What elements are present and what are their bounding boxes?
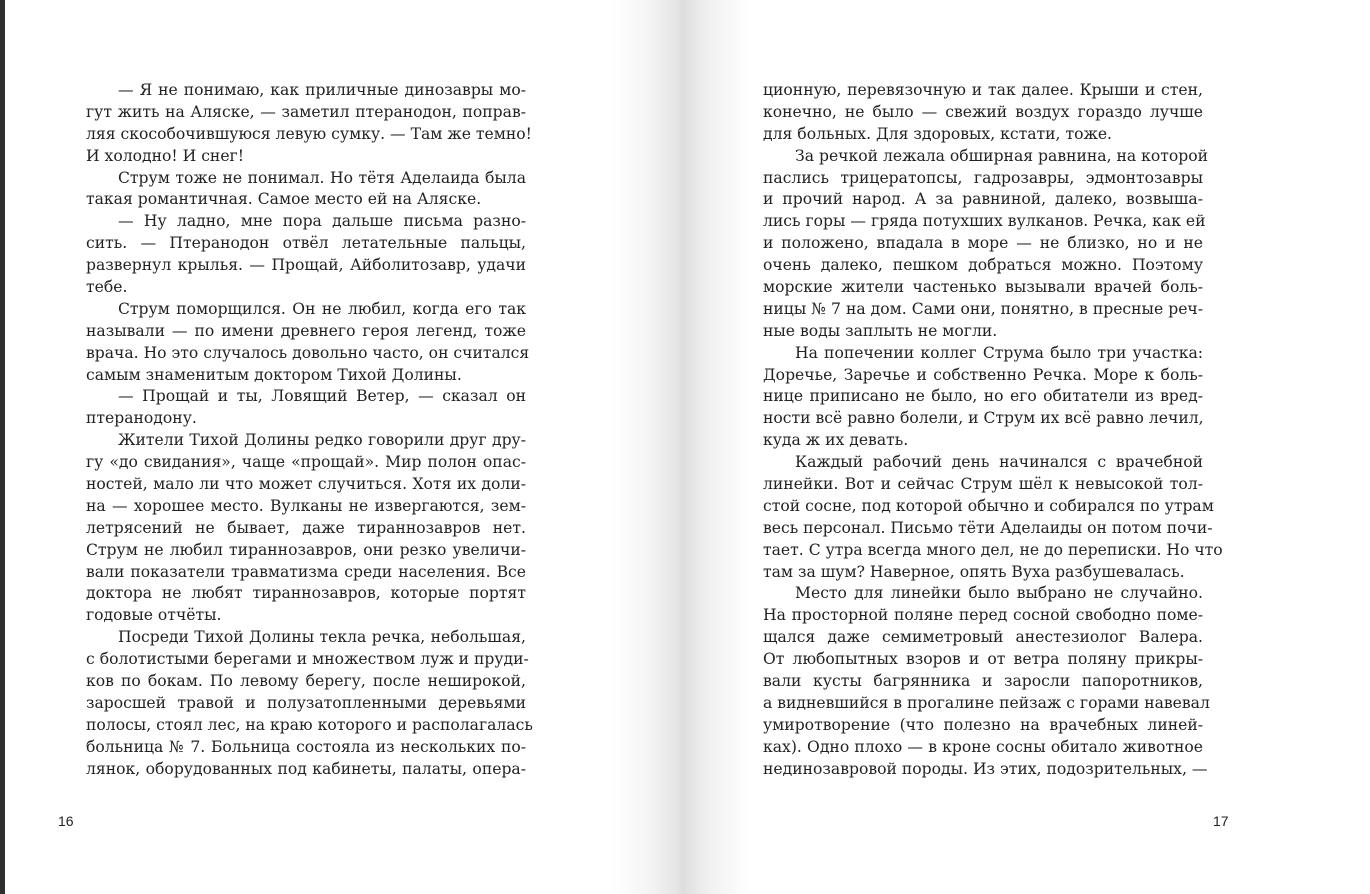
text-line: нединозавровой породы. Из этих, подозрительных, — [763, 759, 1208, 778]
text-line: ные воды заплыть не могли. [763, 321, 998, 340]
text-line: вали кусты багрянника и заросли папоротников, [763, 672, 1203, 691]
text-line: ностей, мало ли что может случиться. Хотя их доли- [86, 475, 526, 494]
text-line: линейки. Вот и сейчас Струм шёл к невысокой тол- [763, 475, 1203, 494]
text-line: — Ну ладно, мне пора дальше письма разно- [118, 212, 526, 231]
text-line: для больных. Для здоровых, кстати, тоже. [763, 124, 1113, 143]
text-line: Жители Тихой Долины редко говорили друг дру- [118, 431, 526, 450]
text-line: щался даже семиметровый анестезиолог Валера. [763, 628, 1203, 647]
text-line: годовые отчёты. [86, 606, 222, 625]
text-line: лянок, оборудованных под кабинеты, палаты, опера- [86, 759, 526, 778]
text-line: На попечении коллег Струма было три участка: [795, 343, 1203, 362]
text-line: От любопытных взоров и от ветра поляну прикры- [763, 650, 1203, 669]
text-line: Каждый рабочий день начинался с врачебной [795, 453, 1203, 472]
text-line: такая романтичная. Самое место ей на Аляске. [86, 190, 482, 209]
text-line: морские жители частенько вызывали врачей боль- [763, 278, 1203, 297]
text-line: ницы № 7 на дом. Сами они, понятно, в пресные реч- [763, 299, 1203, 318]
text-line: ляя скособочившуюся левую сумку. — Там же темно! [86, 124, 532, 143]
text-line: гут жить на Аляске, — заметил птеранодон, поправ- [86, 102, 526, 121]
text-line: полосы, стоял лес, на краю которого и располагалась [86, 715, 533, 734]
text-line: На просторной поляне перед сосной свободно поме- [763, 606, 1203, 625]
text-line: очень далеко, пешком добраться можно. Поэтому [763, 256, 1203, 275]
text-line: ков по бокам. По левому берегу, после неширокой, [86, 672, 526, 691]
text-line: гу «до свидания», чаще «прощай». Мир полон опас- [86, 453, 526, 472]
text-line: а видневшийся в прогалине пейзаж с горами навевал [763, 693, 1210, 712]
text-line: доктора не любят тираннозавров, которые портят [86, 584, 526, 603]
text-line: Струм тоже не понимал. Но тётя Аделаида была [118, 168, 526, 187]
text-line: тает. С утра всегда много дел, не до переписки. Но что [763, 540, 1223, 559]
text-line: и положено, впадала в море — не близко, но и не [763, 234, 1203, 253]
left-page-text [86, 80, 533, 781]
text-line: ности всё равно болели, и Струм их всё равно лечил, [763, 409, 1204, 428]
right-page-number: 17 [1213, 813, 1229, 829]
text-line: ционную, перевязочную и так далее. Крыши и стен, [763, 81, 1203, 99]
text-line: конечно, не было — свежий воздух гораздо лучше [763, 102, 1203, 121]
text-line: Струм поморщился. Он не любил, когда его так [118, 299, 526, 318]
text-line: с болотистыми берегами и множеством луж и пруди- [86, 650, 529, 669]
text-line: — Я не понимаю, как приличные динозавры мо- [118, 81, 526, 99]
text-line: врача. Но это случалось довольно часто, он считался [86, 343, 530, 362]
text-line: вали показатели травматизма среди населения. Все [86, 562, 526, 581]
text-line: больница № 7. Больница состояла из нескольких по- [86, 737, 526, 756]
text-line: тебе. [86, 278, 128, 297]
text-line: летрясений не бывает, даже тираннозавров нет. [86, 518, 526, 537]
text-line: паслись трицератопсы, гадрозавры, эдмонтозавры [763, 168, 1203, 187]
text-line: сить. — Птеранодон отвёл летательные пальцы, [86, 234, 526, 253]
text-line: заросшей травой и полузатопленными деревьями [86, 693, 526, 712]
text-line: нице приписано не было, но его обитатели из вред- [763, 387, 1203, 406]
text-line: ках). Одно плохо — в кроне сосны обитало животное [763, 737, 1203, 756]
text-line: Посреди Тихой Долины текла речка, небольшая, [118, 628, 526, 647]
text-line: называли — по имени древнего героя легенд, тоже [86, 321, 526, 340]
right-page [685, 0, 1370, 894]
text-line: на — хорошее место. Вулканы не извергаются, зем- [86, 496, 526, 515]
text-line: лись горы — гряда потухших вулканов. Речка, как ей [763, 212, 1206, 231]
text-line: там за шум? Наверное, опять Вуха разбушевалась. [763, 562, 1185, 581]
text-line: птеранодону. [86, 409, 197, 428]
text-line: и прочий народ. А за равниной, далеко, возвыша- [763, 190, 1203, 209]
text-line: Доречье, Заречье и собственно Речка. Море к боль- [763, 365, 1203, 384]
text-line: — Прощай и ты, Ловящий Ветер, — сказал он [118, 387, 526, 406]
left-page-number: 16 [58, 813, 74, 829]
text-line: И холодно! И снег! [86, 146, 244, 165]
text-line: умиротворение (что полезно на врачебных линей- [763, 715, 1203, 734]
left-page [5, 0, 685, 894]
text-line: развернул крылья. — Прощай, Айболитозавр, удачи [86, 256, 526, 275]
text-line: куда ж их девать. [763, 431, 909, 450]
text-line: Струм не любил тираннозавров, они резко увеличи- [86, 540, 526, 559]
text-line: Место для линейки было выбрано не случайно. [795, 584, 1203, 603]
text-line: стой сосне, под которой обычно и собирался по утрам [763, 496, 1214, 515]
text-line: весь персонал. Письмо тёти Аделаиды он потом почи- [763, 518, 1213, 537]
text-line: За речкой лежала обширная равнина, на которой [795, 146, 1209, 165]
text-line: самым знаменитым доктором Тихой Долины. [86, 365, 462, 384]
right-page-text [763, 80, 1223, 781]
